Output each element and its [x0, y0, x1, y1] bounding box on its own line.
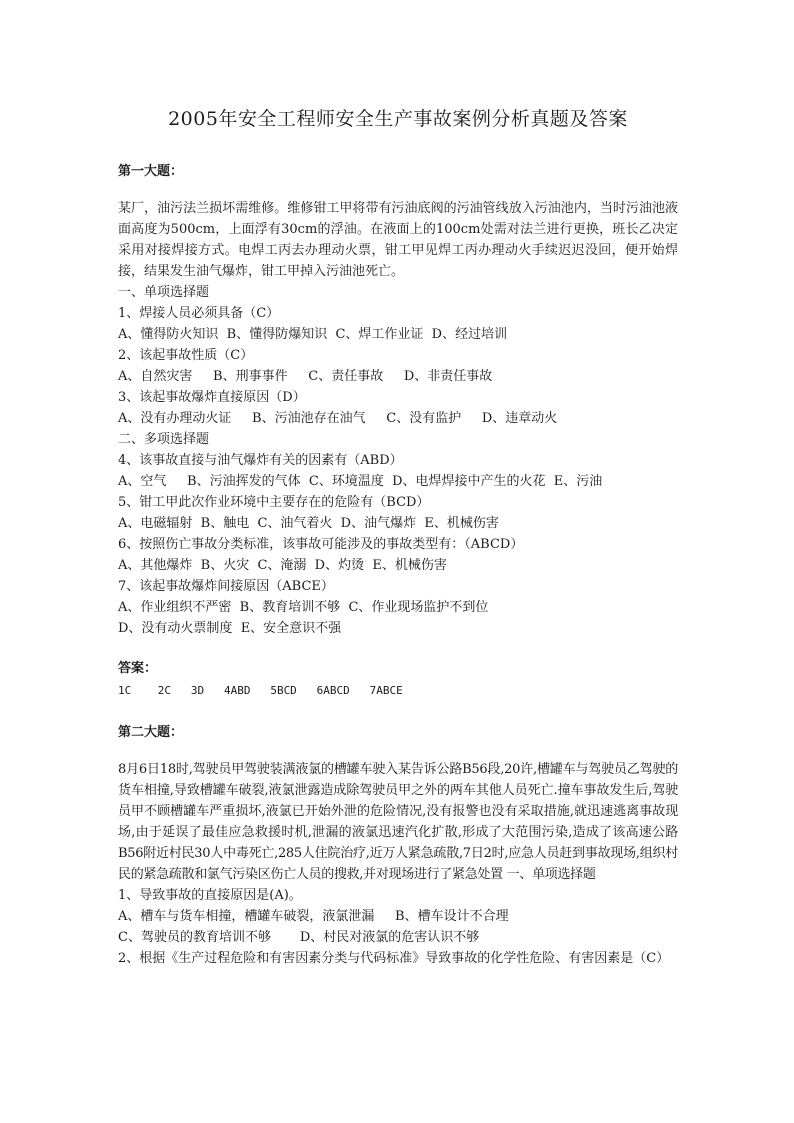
section-1-line: 5、钳工甲此次作业环境中主要存在的危险有（BCD） — [118, 495, 430, 510]
section-1-line: D、没有动火票制度 E、安全意识不强 — [118, 621, 342, 636]
section-1-questions — [118, 282, 678, 639]
section-2-question-2: 2、根据《生产过程危险和有害因素分类与代码标准》导致事故的化学性危险、有害因素是（C） — [118, 951, 670, 966]
section-1-line: A、空气 B、污油挥发的气体 C、环境温度 D、电焊焊接中产生的火花 E、污油 — [118, 474, 603, 489]
answers-heading: 答案： — [118, 661, 158, 676]
section-1-line: A、其他爆炸 B、火灾 C、淹溺 D、灼烫 E、机械伤害 — [118, 558, 447, 573]
document-page — [118, 106, 678, 969]
section-1-line: 4、该事故直接与油气爆炸有关的因素有（ABD） — [118, 453, 403, 468]
section-1 — [118, 162, 678, 701]
document-title: 2005年安全工程师安全生产事故案例分析真题及答案 — [168, 108, 628, 130]
section-2-line: C、驾驶员的教育培训不够 D、村民对液氯的危害认识不够 — [118, 930, 480, 945]
section-1-line: A、自然灾害 B、刑事事件 C、责任事故 D、非责任事故 — [118, 369, 493, 384]
section-1-case-paragraph: 某厂，油污法兰损坏需维修。维修钳工甲将带有污油底阀的污油管线放入污油池内，当时污油池液面高度为500cm，上面浮有30cm的浮油。在液面上的100cm处需对法兰进行更换，班长乙决定采用对接焊接方式。电焊工丙去办理动火票，钳工甲见焊工丙办理动火手续迟迟没回，便开始焊接，结果发生油气爆炸，钳工甲掉入污油池死亡。 — [118, 201, 678, 279]
section-2-line: 1、导致事故的直接原因是(A)。 — [118, 888, 302, 903]
section-1-line: A、作业组织不严密 B、教育培训不够 C、作业现场监护不到位 — [118, 600, 489, 615]
section-2 — [118, 723, 678, 969]
answers-line: 1C 2C 3D 4ABD 5BCD 6ABCD 7ABCE — [118, 684, 403, 697]
section-1-line: 7、该起事故爆炸间接原因（ABCE） — [118, 579, 334, 594]
section-1-line: A、电磁辐射 B、触电 C、油气着火 D、油气爆炸 E、机械伤害 — [118, 516, 499, 531]
section-2-line: A、槽车与货车相撞，槽罐车破裂，液氯泄漏 B、槽车设计不合理 — [118, 909, 509, 924]
section-2-case-paragraph: 8月6日18时,驾驶员甲驾驶装满液氯的槽罐车驶入某告诉公路B56段,20许,槽罐车与驾驶员乙驾驶的货车相撞,导致槽罐车破裂,液氯泄露造成除驾驶员甲之外的两车其他人员死亡.撞车事故发生后,驾驶员甲不顾槽罐车严重损坏,液氯已开始外泄的危险情况,没有报警也没有采取措施,就迅速逃离事故现场,由于延误了最佳应急救援时机,泄漏的液氯迅速汽化扩散,形成了大范围污染,造成了该高速公路B56附近村民30人中毒死亡,285人住院治疗,近万人紧急疏散,7日2时,应急人员赶到事故现场,组织村民的紧急疏散和氯气污染区伤亡人员的搜救,并对现场进行了紧急处置 一、单项选择题 — [118, 762, 678, 882]
section-1-line: 二、多项选择题 — [118, 432, 210, 447]
section-1-line: 2、该起事故性质（C） — [118, 348, 254, 363]
section-1-line: 3、该起事故爆炸直接原因（D） — [118, 390, 306, 405]
section-1-heading: 第一大题： — [118, 164, 184, 179]
section-1-line: 6、按照伤亡事故分类标准，该事故可能涉及的事故类型有：（ABCD） — [118, 537, 524, 552]
section-1-line: A、懂得防火知识 B、懂得防爆知识 C、焊工作业证 D、经过培训 — [118, 327, 508, 342]
section-2-heading: 第二大题： — [118, 725, 184, 740]
section-1-line: 1、焊接人员必须具备（C） — [118, 306, 280, 321]
section-2-questions — [118, 885, 678, 948]
section-1-line: A、没有办理动火证 B、污油池存在油气 C、没有监护 D、违章动火 — [118, 411, 558, 426]
section-1-line: 一、单项选择题 — [118, 285, 210, 300]
